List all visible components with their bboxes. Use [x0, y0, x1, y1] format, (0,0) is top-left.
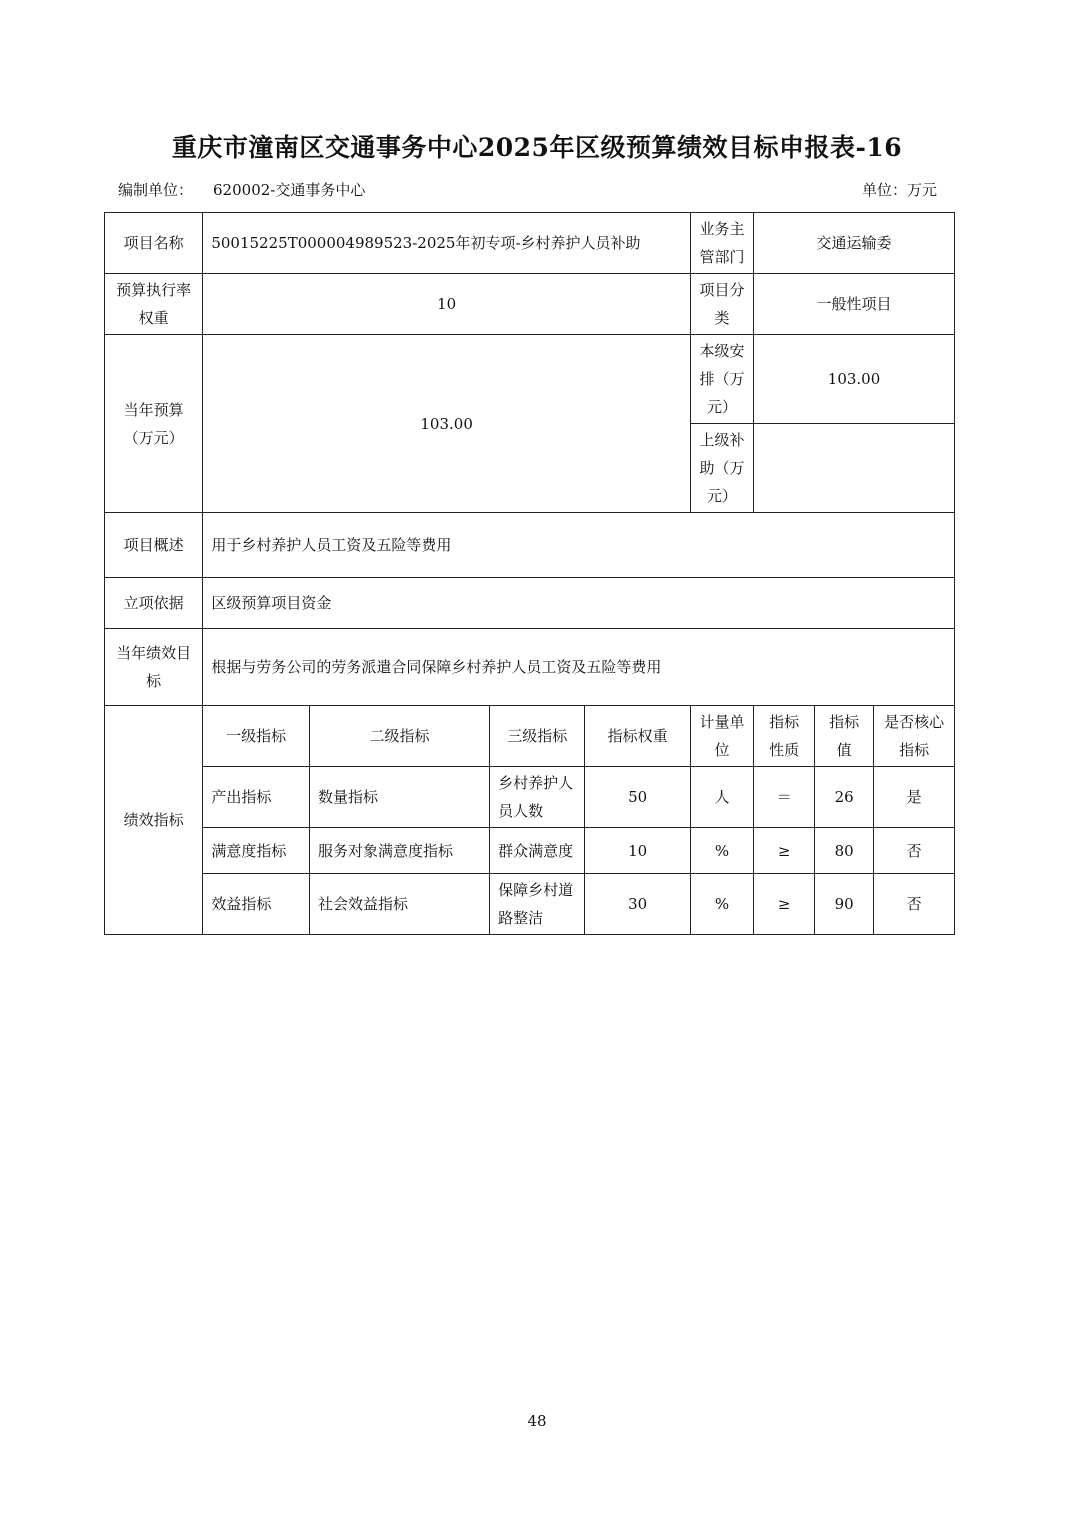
- level1-indicator: 产出指标: [203, 767, 310, 828]
- indicator-header: 指标值: [815, 706, 874, 767]
- basis-label: 立项依据: [105, 578, 203, 629]
- dept-value: 交通运输委: [754, 213, 955, 274]
- indicator-weight: 50: [585, 767, 691, 828]
- level3-indicator: 保障乡村道路整洁: [490, 874, 585, 935]
- project-name-label: 项目名称: [105, 213, 203, 274]
- indicators-label: 绩效指标: [105, 706, 203, 935]
- execution-weight-label: 预算执行率权重: [105, 274, 203, 335]
- overview-label: 项目概述: [105, 513, 203, 578]
- level1-indicator: 效益指标: [203, 874, 310, 935]
- indicator-header: 二级指标: [309, 706, 489, 767]
- goal-value: 根据与劳务公司的劳务派遣合同保障乡村养护人员工资及五险等费用: [203, 629, 955, 706]
- indicator-header: 指标性质: [754, 706, 815, 767]
- category-label: 项目分类: [690, 274, 753, 335]
- dept-label: 业务主管部门: [690, 213, 753, 274]
- local-arrangement-value: 103.00: [754, 335, 955, 424]
- indicator-row: [105, 828, 955, 874]
- indicator-value: 90: [815, 874, 874, 935]
- budget-value: 103.00: [203, 335, 691, 513]
- level3-indicator: 乡村养护人员人数: [490, 767, 585, 828]
- page-number: 48: [527, 1412, 547, 1430]
- indicator-weight: 30: [585, 874, 691, 935]
- level3-indicator: 群众满意度: [490, 828, 585, 874]
- level2-indicator: 数量指标: [309, 767, 489, 828]
- overview-value: 用于乡村养护人员工资及五险等费用: [203, 513, 955, 578]
- indicator-weight: 10: [585, 828, 691, 874]
- indicator-row: [105, 874, 955, 935]
- level2-indicator: 服务对象满意度指标: [309, 828, 489, 874]
- project-name-value: 50015225T000004989523-2025年初专项-乡村养护人员补助: [203, 213, 691, 274]
- indicator-unit: %: [690, 874, 753, 935]
- compiling-unit-label: 编制单位：: [118, 181, 194, 199]
- currency-unit: 单位：万元: [862, 181, 938, 199]
- budget-label: 当年预算（万元）: [105, 335, 203, 513]
- budget-performance-table: [104, 212, 955, 935]
- execution-weight-value: 10: [203, 274, 691, 335]
- local-arrangement-label: 本级安排（万元）: [690, 335, 753, 424]
- indicator-core: 是: [874, 767, 955, 828]
- page-title: 重庆市潼南区交通事务中心2025年区级预算绩效目标申报表-16: [171, 133, 903, 162]
- indicator-unit: %: [690, 828, 753, 874]
- indicator-core: 否: [874, 828, 955, 874]
- indicator-nature: ＝: [754, 767, 815, 828]
- upper-subsidy-label: 上级补助（万元）: [690, 424, 753, 513]
- indicator-unit: 人: [690, 767, 753, 828]
- indicator-header: 计量单位: [690, 706, 753, 767]
- indicator-core: 否: [874, 874, 955, 935]
- basis-value: 区级预算项目资金: [203, 578, 955, 629]
- upper-subsidy-value: [754, 424, 955, 513]
- compiling-unit-value: 620002-交通事务中心: [213, 181, 366, 199]
- indicator-header: 三级指标: [490, 706, 585, 767]
- indicator-header: 一级指标: [203, 706, 310, 767]
- category-value: 一般性项目: [754, 274, 955, 335]
- indicator-nature: ≥: [754, 874, 815, 935]
- goal-label: 当年绩效目标: [105, 629, 203, 706]
- indicator-nature: ≥: [754, 828, 815, 874]
- indicator-header: 指标权重: [585, 706, 691, 767]
- level2-indicator: 社会效益指标: [309, 874, 489, 935]
- compiling-unit: [118, 179, 365, 200]
- level1-indicator: 满意度指标: [203, 828, 310, 874]
- indicator-header: 是否核心指标: [874, 706, 955, 767]
- indicator-value: 80: [815, 828, 874, 874]
- indicator-value: 26: [815, 767, 874, 828]
- indicator-row: [105, 767, 955, 828]
